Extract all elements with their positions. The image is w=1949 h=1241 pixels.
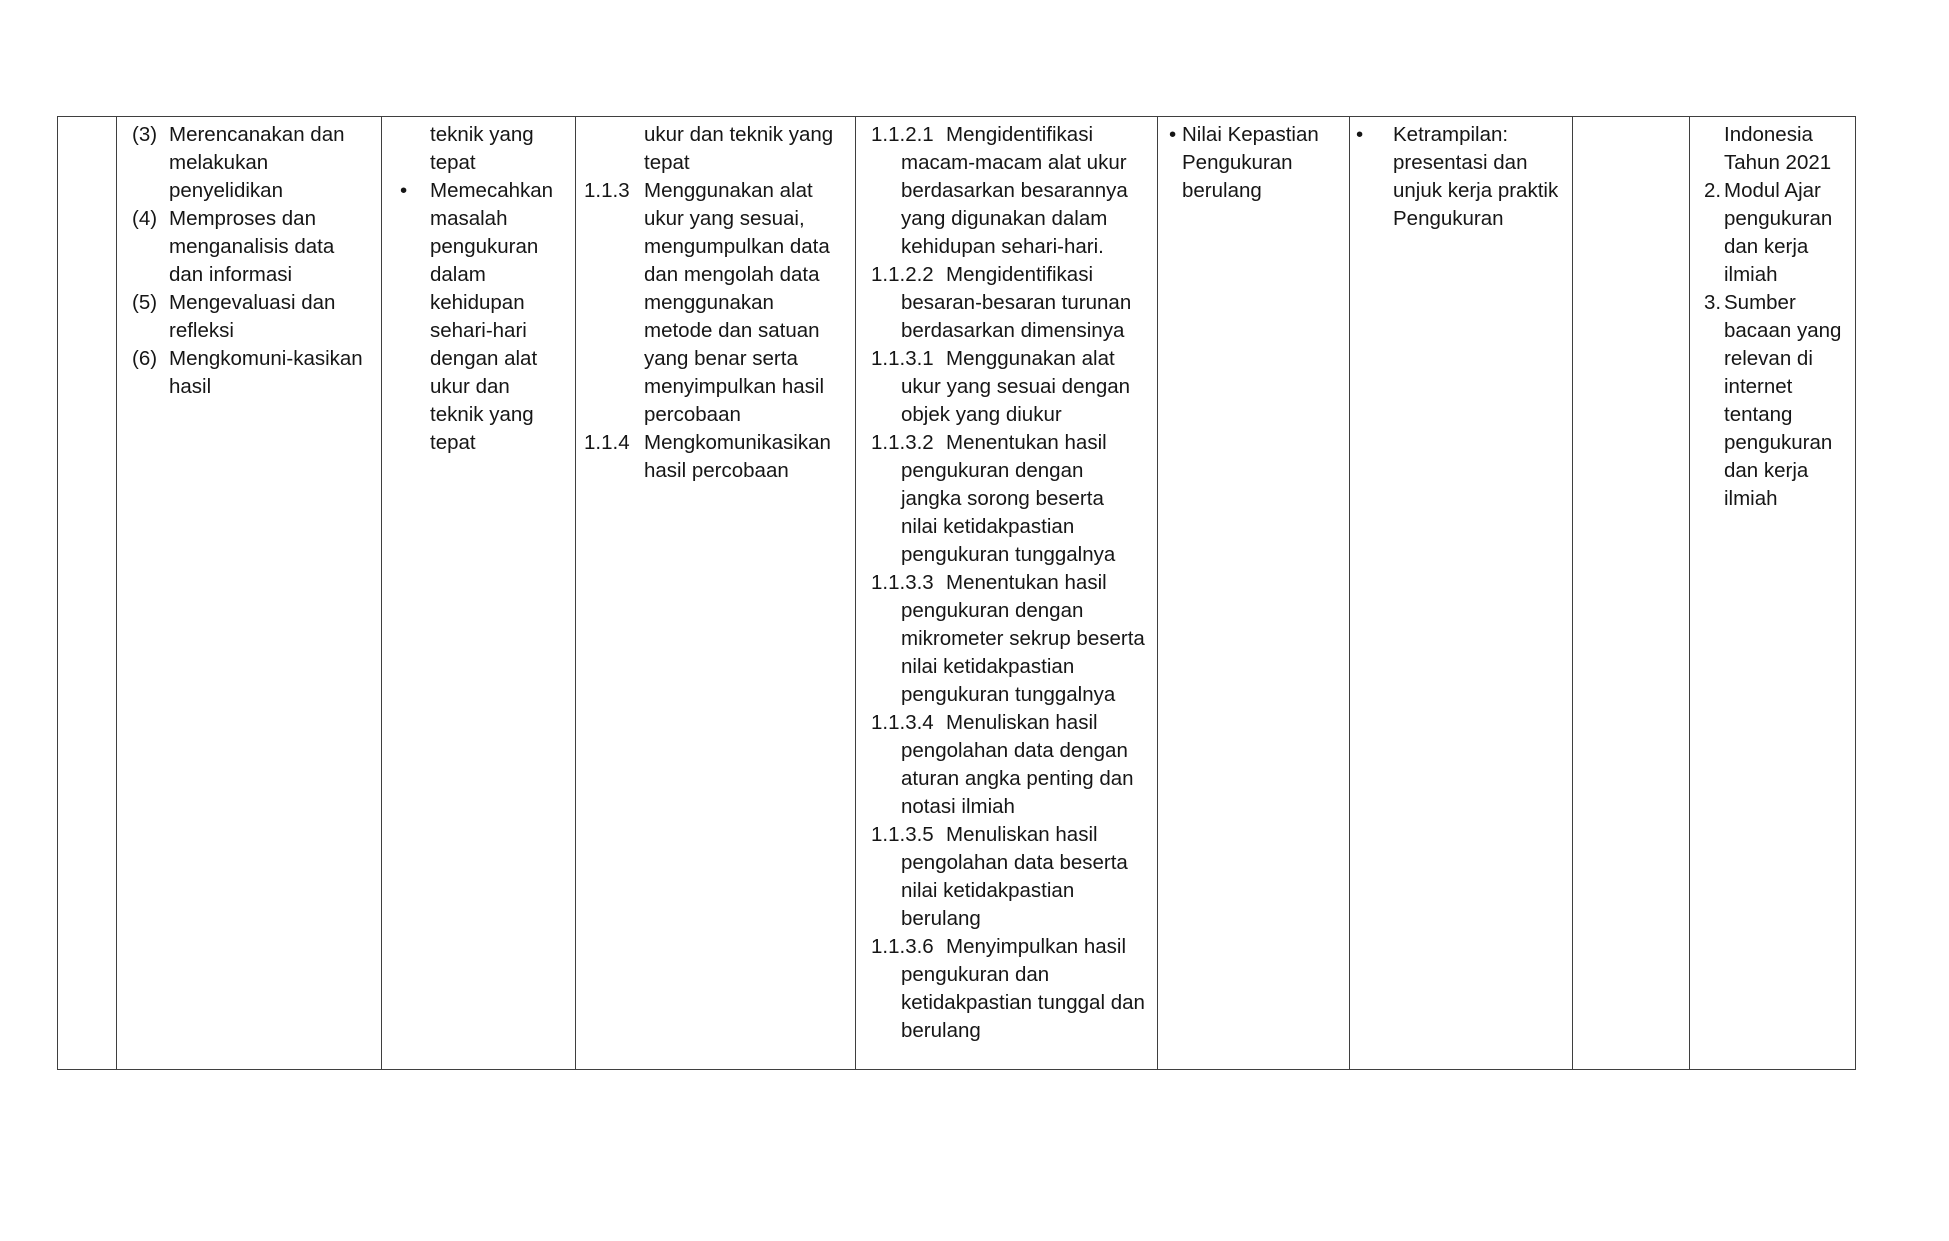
list-item	[856, 121, 1145, 261]
item-number: 2.	[1704, 179, 1722, 202]
list-item	[856, 429, 1145, 569]
item-number: 1.1.3.3	[871, 571, 934, 594]
list-item	[117, 121, 369, 205]
list-item	[856, 261, 1145, 345]
item-marker: (5)	[132, 291, 158, 314]
item-number: 1.1.2.1	[871, 123, 934, 146]
list-item	[382, 177, 563, 457]
item-text: ukur dan teknik yang tepat	[644, 123, 834, 174]
item-number: 1.1.3.6	[871, 935, 934, 958]
item-number: 1.1.2.2	[871, 263, 934, 286]
cell-science-process-skills	[117, 117, 382, 1070]
cell-indikator-tujuan	[856, 117, 1158, 1070]
cell-empty-column	[1573, 117, 1690, 1070]
item-text: Mengkomuni-kasikan hasil	[169, 347, 363, 398]
bullet-marker: •	[1169, 123, 1177, 146]
list-item	[856, 569, 1145, 709]
cell-capaian-pembelajaran	[382, 117, 576, 1070]
curriculum-table	[57, 116, 1856, 1070]
item-text: Nilai Kepastian Pengukuran berulang	[1182, 123, 1319, 202]
item-number: 1.1.3.5	[871, 823, 934, 846]
cell-tujuan-pembelajaran	[576, 117, 856, 1070]
item-text: Memecahkan masalah pengukuran dalam kehidupan sehari-hari dengan alat ukur dan teknik yang tepat	[430, 179, 554, 454]
bullet-marker: •	[400, 179, 408, 202]
list-item-continuation	[382, 121, 563, 177]
list-item	[117, 289, 369, 345]
item-text: Menentukan hasil pengukuran dengan jangka sorong beserta nilai ketidakpastian pengukuran tunggalnya	[901, 431, 1116, 566]
list-item	[856, 345, 1145, 429]
item-text: Mengkomunikasikan hasil percobaan	[644, 431, 831, 482]
cell-materi-penilaian	[1158, 117, 1350, 1070]
list-item	[856, 933, 1145, 1045]
cell-ketrampilan	[1350, 117, 1573, 1070]
table-row	[58, 117, 1856, 1070]
item-text: Memproses dan menganalisis data dan informasi	[169, 207, 335, 286]
item-text: Mengidentifikasi macam-macam alat ukur berdasarkan besarannya yang digunakan dalam kehidupan sehari-hari.	[901, 123, 1128, 258]
item-text: Sumber bacaan yang relevan di internet tentang pengukuran dan kerja ilmiah	[1724, 291, 1842, 510]
list-item-continuation	[1690, 121, 1843, 177]
item-text: Menuliskan hasil pengolahan data beserta nilai ketidakpastian berulang	[901, 823, 1128, 930]
item-text: Mengevaluasi dan refleksi	[169, 291, 336, 342]
list-item	[117, 345, 369, 401]
item-number: 1.1.3	[584, 179, 630, 202]
cell-row-label-empty	[58, 117, 117, 1070]
list-item	[1690, 177, 1843, 289]
item-text: Merencanakan dan melakukan penyelidikan	[169, 123, 345, 202]
list-item	[856, 821, 1145, 933]
list-item	[576, 177, 843, 429]
item-number: 1.1.4	[584, 431, 630, 454]
item-marker: (3)	[132, 123, 158, 146]
list-item	[1690, 289, 1843, 513]
item-text: teknik yang tepat	[430, 123, 534, 174]
item-marker: (6)	[132, 347, 158, 370]
item-text: Mengidentifikasi besaran-besaran turunan berdasarkan dimensinya	[901, 263, 1132, 342]
item-text: Menuliskan hasil pengolahan data dengan aturan angka penting dan notasi ilmiah	[901, 711, 1134, 818]
item-text: Menyimpulkan hasil pengukuran dan ketidakpastian tunggal dan berulang	[901, 935, 1145, 1042]
list-item	[1350, 121, 1560, 233]
item-text: Ketrampilan: presentasi dan unjuk kerja praktik Pengukuran	[1393, 123, 1559, 230]
list-item-continuation	[576, 121, 843, 177]
item-text: Menentukan hasil pengukuran dengan mikrometer sekrup beserta nilai ketidakpastian pengukuran tunggalnya	[901, 571, 1145, 706]
item-number: 1.1.3.1	[871, 347, 934, 370]
list-item	[576, 429, 843, 485]
bullet-marker: •	[1356, 123, 1364, 146]
item-number: 1.1.3.2	[871, 431, 934, 454]
list-item	[856, 709, 1145, 821]
item-text: Menggunakan alat ukur yang sesuai, mengumpulkan data dan mengolah data menggunakan metode dan satuan yang benar serta menyimpulkan hasil percobaan	[644, 179, 830, 426]
item-number: 1.1.3.4	[871, 711, 934, 734]
item-text: Indonesia Tahun 2021	[1724, 123, 1832, 174]
item-marker: (4)	[132, 207, 158, 230]
list-item	[117, 205, 369, 289]
item-text: Menggunakan alat ukur yang sesuai dengan objek yang diukur	[901, 347, 1131, 426]
cell-sumber-belajar	[1690, 117, 1856, 1070]
item-text: Modul Ajar pengukuran dan kerja ilmiah	[1724, 179, 1833, 286]
list-item	[1158, 121, 1337, 205]
item-number: 3.	[1704, 291, 1722, 314]
